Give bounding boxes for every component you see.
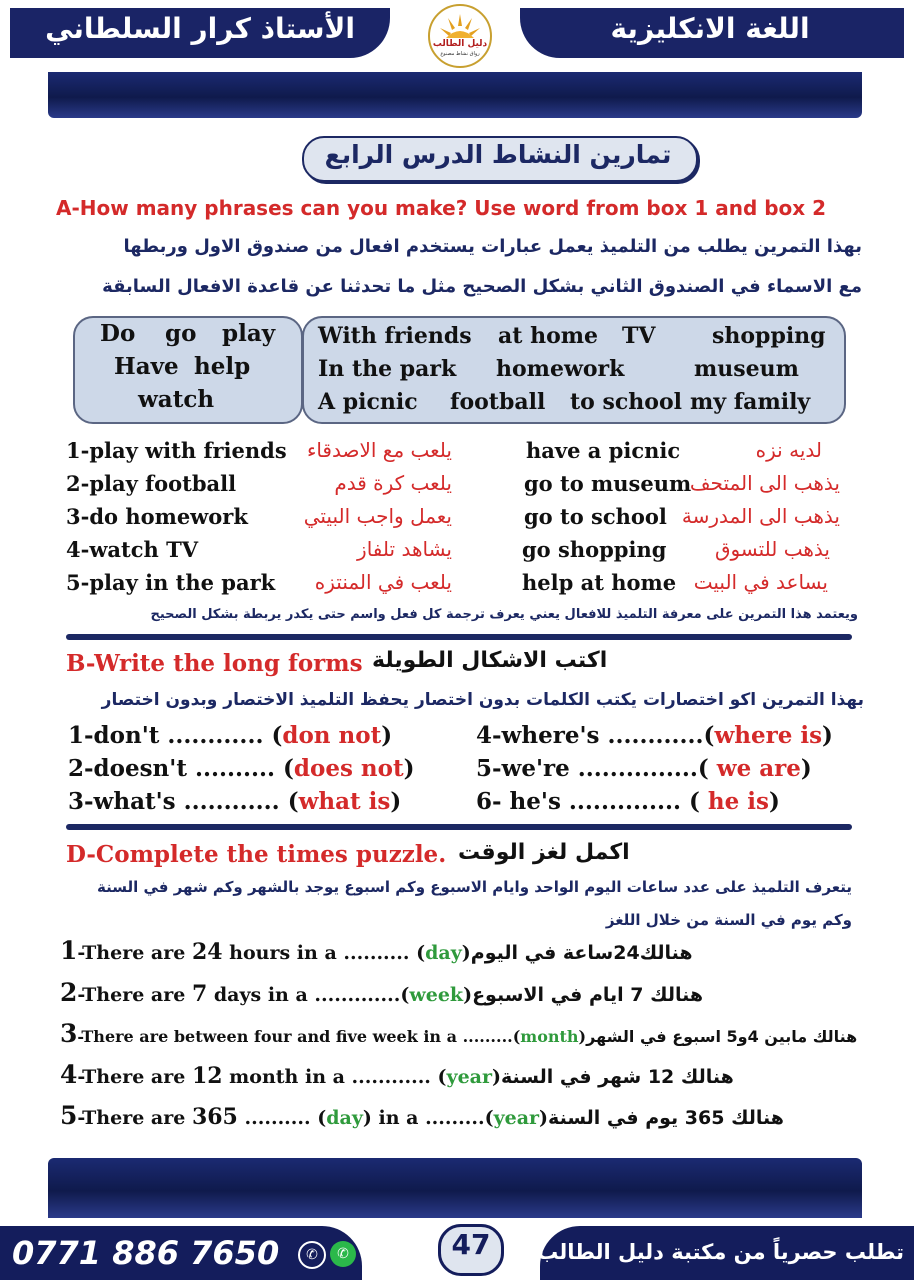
verb-have: Have [114, 353, 179, 380]
verb-go: go [165, 320, 197, 347]
puzzle-item: 2-There are 7 days in a .............(week)هنالك 7 ايام في الاسبوع [60, 978, 704, 1007]
answer-ar: يذهب الى المتحف [689, 471, 840, 495]
long-form-answer: does not [293, 755, 404, 782]
item-number: 3 [60, 1019, 78, 1048]
section-a-heading: A-How many phrases can you make? Use word from box 1 and box 2 [56, 196, 827, 220]
noun-with-friends: With friends [318, 323, 472, 349]
item-number: 1 [60, 936, 78, 965]
answer-en: go to museum [524, 471, 692, 496]
puzzle-item: 4-There are 12 month in a ............ (year)هنالك 12 شهر في السنة [60, 1060, 734, 1089]
contraction: 1-don't ............ [68, 722, 264, 749]
long-form-answer: what is [298, 788, 391, 815]
contraction: 3-what's ............ [68, 788, 288, 815]
contraction: 6- he's .............. [476, 788, 690, 815]
puzzle-translation: هنالك24ساعة في اليوم [470, 942, 693, 964]
noun-to-school: to school [570, 389, 682, 415]
whatsapp-icon: ✆ [330, 1241, 356, 1267]
long-form-item: 4-where's ............(where is) [476, 722, 833, 749]
section-d-note-1: يتعرف التلميذ على عدد ساعات اليوم الواحد وايام الاسبوع وكم اسبوع يوجد بالشهر وكم شهر في السنة [97, 878, 852, 896]
section-d-heading-ar: اكمل لغز الوقت [458, 840, 630, 865]
phone-number: 0771 886 7650 [12, 1234, 280, 1272]
section-d-note-2: وكم يوم في السنة من خلال اللغز [605, 911, 852, 929]
section-b-heading-ar: اكتب الاشكال الطويلة [372, 648, 608, 673]
section-a-footer-note: ويعتمد هذا التمرين على معرفة التلميذ للافعال يعني يعرف ترجمة كل فعل واسم حتى يكدر يربطة بشكل الصحيح [150, 607, 858, 622]
long-form-answer: we are [716, 755, 801, 782]
section-d-heading: D-Complete the times puzzle. [66, 841, 447, 868]
answer-ar: يلعب في المنتزه [314, 570, 452, 594]
long-form-item: 5-we're ...............( we are) [476, 755, 812, 782]
verb-play: play [222, 320, 276, 347]
answer-en: 2-play football [66, 471, 237, 496]
puzzle-translation: هنالك 12 شهر في السنة [500, 1066, 734, 1088]
subject-title: اللغة الانكليزية [610, 12, 810, 45]
long-form-answer: don not [282, 722, 382, 749]
section-b-heading: B-Write the long forms [66, 650, 363, 677]
long-form-item: 1-don't ............ (don not) [68, 722, 393, 749]
noun-a-picnic: A picnic [318, 389, 418, 415]
puzzle-answer: month [520, 1027, 579, 1046]
puzzle-item: 5-There are 365 .......... (day) in a .........(year)هنالك 365 يوم في السنة [60, 1101, 784, 1130]
answer-ar: يساعد في البيت [693, 570, 828, 594]
section-a-note-1: بهذا التمرين يطلب من التلميذ يعمل عبارات يستخدم افعال من صندوق الاول وربطها [123, 236, 862, 257]
puzzle-item: 1-There are 24 hours in a .......... (day)هنالك24ساعة في اليوم [60, 936, 693, 965]
puzzle-answer: year [446, 1066, 492, 1088]
answer-en: 3-do homework [66, 504, 248, 529]
puzzle-answer: day [326, 1107, 363, 1129]
page-number: 47 [451, 1228, 491, 1261]
long-form-item: 2-doesn't .......... (does not) [68, 755, 415, 782]
contraction: 4-where's ............ [476, 722, 704, 749]
answer-en: 1-play with friends [66, 438, 287, 463]
answer-en: go to school [524, 504, 667, 529]
item-number: 4 [60, 1060, 78, 1089]
lesson-title: تمارين النشاط الدرس الرابع [324, 140, 672, 169]
footer-note: تطلب حصرياً من مكتبة دليل الطالب [537, 1240, 904, 1264]
answer-ar: لديه نزه [755, 438, 822, 462]
section-b-note: بهذا التمرين اكو اختصارات يكتب الكلمات بدون اختصار يحفظ التلميذ الاختصار وبدون اختصار [101, 690, 864, 710]
divider [66, 824, 852, 830]
contraction: 2-doesn't .......... [68, 755, 284, 782]
noun-shopping: shopping [712, 323, 826, 349]
bottom-banner-bar [48, 1158, 862, 1218]
divider [66, 634, 852, 640]
page-header [0, 0, 914, 70]
answer-en: go shopping [522, 537, 667, 562]
verb-do: Do [100, 320, 136, 347]
answer-ar: يذهب الى المدرسة [681, 504, 840, 528]
answer-en: 4-watch TV [66, 537, 198, 562]
puzzle-translation: هنالك مابين 4و5 اسبوع في الشهر [586, 1027, 858, 1046]
long-form-answer: he is [707, 788, 769, 815]
puzzle-answer: day [425, 942, 462, 964]
item-number: 2 [60, 978, 78, 1007]
puzzle-translation: هنالك 7 ايام في الاسبوع [472, 984, 704, 1006]
logo-text: دليل الطالب [432, 39, 488, 49]
logo-subtext: رواق نشاط مصنوع [440, 51, 480, 57]
section-a-note-2: مع الاسماء في الصندوق الثاني بشكل الصحيح مثل ما تحدثنا عن قاعدة الافعال السابقة [102, 276, 862, 297]
answer-ar: يلعب كرة قدم [334, 471, 452, 495]
contraction: 5-we're ............... [476, 755, 698, 782]
puzzle-item: 3-There are between four and five week in a .........(month)هنالك مابين 4و5 اسبوع في الشهر [60, 1019, 858, 1048]
noun-my-family: my family [690, 389, 811, 415]
answer-en: 5-play in the park [66, 570, 276, 595]
noun-football: football [450, 389, 546, 415]
noun-museum: museum [694, 356, 799, 382]
verb-watch: watch [138, 386, 215, 413]
phone-icon: ✆ [298, 1241, 326, 1269]
noun-at-home: at home [498, 323, 599, 349]
answer-ar: يذهب للتسوق [714, 537, 830, 561]
answer-en: help at home [522, 570, 677, 595]
top-banner-bar [48, 72, 862, 118]
verb-help: help [194, 353, 251, 380]
answer-ar: يعمل واجب البيتي [303, 504, 452, 528]
noun-homework: homework [496, 356, 625, 382]
sun-logo-icon [430, 6, 490, 66]
puzzle-answer: week [409, 984, 464, 1006]
long-form-item: 6- he's .............. ( he is) [476, 788, 780, 815]
puzzle-translation: هنالك 365 يوم في السنة [548, 1107, 784, 1129]
noun-in-the-park: In the park [318, 356, 457, 382]
noun-tv: TV [622, 323, 656, 349]
answer-ar: يلعب مع الاصدقاء [306, 438, 452, 462]
teacher-name: الأستاذ كرار السلطاني [45, 12, 355, 45]
item-number: 5 [60, 1101, 78, 1130]
answer-ar: يشاهد تلفاز [357, 537, 452, 561]
logo [428, 4, 492, 68]
puzzle-answer: year [493, 1107, 540, 1129]
long-form-item: 3-what's ............ (what is) [68, 788, 402, 815]
long-form-answer: where is [714, 722, 823, 749]
answer-en: have a picnic [526, 438, 681, 463]
